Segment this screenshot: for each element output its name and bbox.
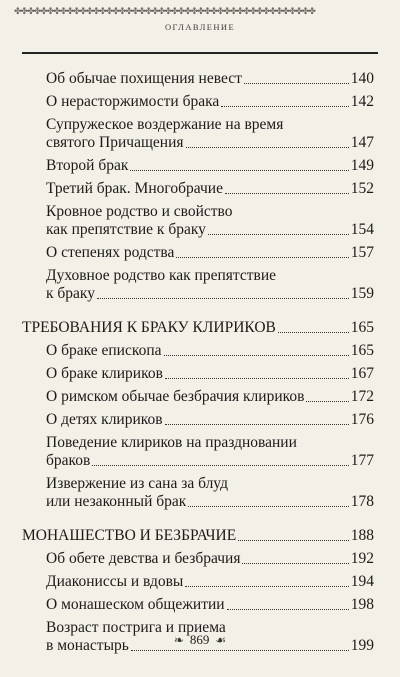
toc-entry-title: Духовное родство как препятствие [46, 267, 277, 284]
toc-page-number: 159 [350, 285, 374, 302]
dot-leader [185, 586, 348, 587]
toc-page-number: 142 [350, 93, 374, 110]
toc-page-number: 140 [350, 70, 374, 87]
toc-page-number: 149 [350, 157, 374, 174]
toc-page-number: 167 [350, 365, 374, 382]
toc-entry-title: Поведение клириков на праздновании [46, 434, 297, 451]
dot-leader [242, 563, 348, 564]
dot-leader [164, 355, 349, 356]
toc-entry-title: О браке клириков [46, 365, 163, 382]
toc-entry [22, 475, 374, 493]
dot-leader [130, 170, 348, 171]
toc-entry [22, 493, 374, 511]
toc-entry-title: Диакониссы и вдовы [46, 573, 184, 590]
toc-section-heading [22, 319, 374, 337]
dot-leader [165, 378, 349, 379]
header-rule [22, 52, 378, 54]
toc-entry-title: или незаконный брак [46, 493, 187, 510]
page-number: 869 [189, 632, 210, 647]
toc-page-number: 165 [350, 319, 374, 336]
toc-entry [22, 365, 374, 383]
toc-entry-title: Извержение из сана за блуд [46, 475, 228, 492]
toc-entry [22, 342, 374, 360]
toc-entry-title: О монашеском общежитии [46, 596, 225, 613]
toc-page-number: 192 [350, 550, 374, 567]
toc-entry [22, 203, 374, 221]
toc-page-number: 177 [350, 452, 374, 469]
toc-entry [22, 573, 374, 591]
dot-leader [97, 298, 349, 299]
dot-leader [208, 234, 349, 235]
toc-entry-title: святого Причащения [46, 134, 184, 151]
dot-leader [188, 506, 348, 507]
toc-entry-title: Возраст пострига и приема [46, 619, 226, 636]
toc-page-number: 154 [350, 221, 374, 238]
toc-entry-title: как препятствие к браку [46, 221, 206, 238]
toc-page-number: 199 [350, 637, 374, 654]
toc-entry [22, 134, 374, 152]
toc-entry [22, 411, 374, 429]
toc-page-number: 194 [350, 573, 374, 590]
dot-leader [221, 106, 348, 107]
toc-entry-title: Кровное родство и свойство [46, 203, 233, 220]
toc-entry-title: О браке епископа [46, 342, 162, 359]
dot-leader [92, 465, 348, 466]
dot-leader [131, 650, 349, 651]
page-footer [0, 632, 400, 648]
toc-entry [22, 244, 374, 262]
toc-entry-title: МОНАШЕСТВО И БЕЗБРАЧИЕ [22, 527, 237, 544]
toc-entry [22, 93, 374, 111]
toc-entry-title: Об обете девства и безбрачия [46, 550, 241, 567]
dot-leader [306, 401, 348, 402]
running-title: ОГЛАВЛЕНИЕ [164, 22, 236, 32]
toc-entry-title: в монастырь [46, 637, 129, 654]
toc-page-number: 147 [350, 134, 374, 151]
dot-leader [165, 424, 349, 425]
toc-page-number: 188 [350, 527, 374, 544]
toc-entry-title: О детях клириков [46, 411, 163, 428]
toc-page-number: 157 [350, 244, 374, 261]
toc-entry-title: к браку [46, 285, 95, 302]
toc-page-number: 152 [350, 180, 374, 197]
toc-entry [22, 267, 374, 285]
toc-entry-title: О степенях родства [46, 244, 175, 261]
table-of-contents [22, 70, 374, 655]
dot-leader [227, 609, 349, 610]
toc-page-number: 165 [350, 342, 374, 359]
toc-entry-title: Об обычае похищения невест [46, 70, 242, 87]
toc-entry-title: Третий брак. Многобрачие [46, 180, 223, 197]
toc-page-number: 198 [350, 596, 374, 613]
toc-entry [22, 388, 374, 406]
dot-leader [225, 193, 349, 194]
toc-page-number: 178 [350, 493, 374, 510]
top-ornament: ✤✤✤✤✤✤✤✤✤✤✤✤✤✤✤✤✤✤✤✤✤✤✤✤✤✤✤✤✤✤✤✤✤✤✤✤✤✤✤✤✤✤✤✤✤✤ [14, 6, 315, 16]
toc-entry [22, 285, 374, 303]
toc-page-number: 172 [350, 388, 374, 405]
toc-entry [22, 116, 374, 134]
toc-entry [22, 596, 374, 614]
dot-leader [186, 147, 349, 148]
toc-entry [22, 221, 374, 239]
toc-entry-title: О нерасторжимости брака [46, 93, 220, 110]
toc-entry [22, 452, 374, 470]
toc-entry-title: Супружеское воздержание на время [46, 116, 284, 133]
dot-leader [278, 332, 349, 333]
left-flourish-icon: ❧ [173, 633, 184, 647]
toc-entry-title: ТРЕБОВАНИЯ К БРАКУ КЛИРИКОВ [22, 319, 276, 336]
dot-leader [238, 540, 349, 541]
toc-entry [22, 434, 374, 452]
right-flourish-icon: ☙ [215, 633, 227, 647]
dot-leader [244, 83, 349, 84]
toc-section-heading [22, 527, 374, 545]
toc-entry [22, 550, 374, 568]
toc-entry [22, 180, 374, 198]
toc-entry-title: браков [46, 452, 91, 469]
toc-entry [22, 157, 374, 175]
toc-entry-title: Второй брак [46, 157, 129, 174]
toc-page-number: 176 [350, 411, 374, 428]
dot-leader [176, 257, 348, 258]
toc-entry-title: О римском обычае безбрачия клириков [46, 388, 305, 405]
toc-entry [22, 70, 374, 88]
